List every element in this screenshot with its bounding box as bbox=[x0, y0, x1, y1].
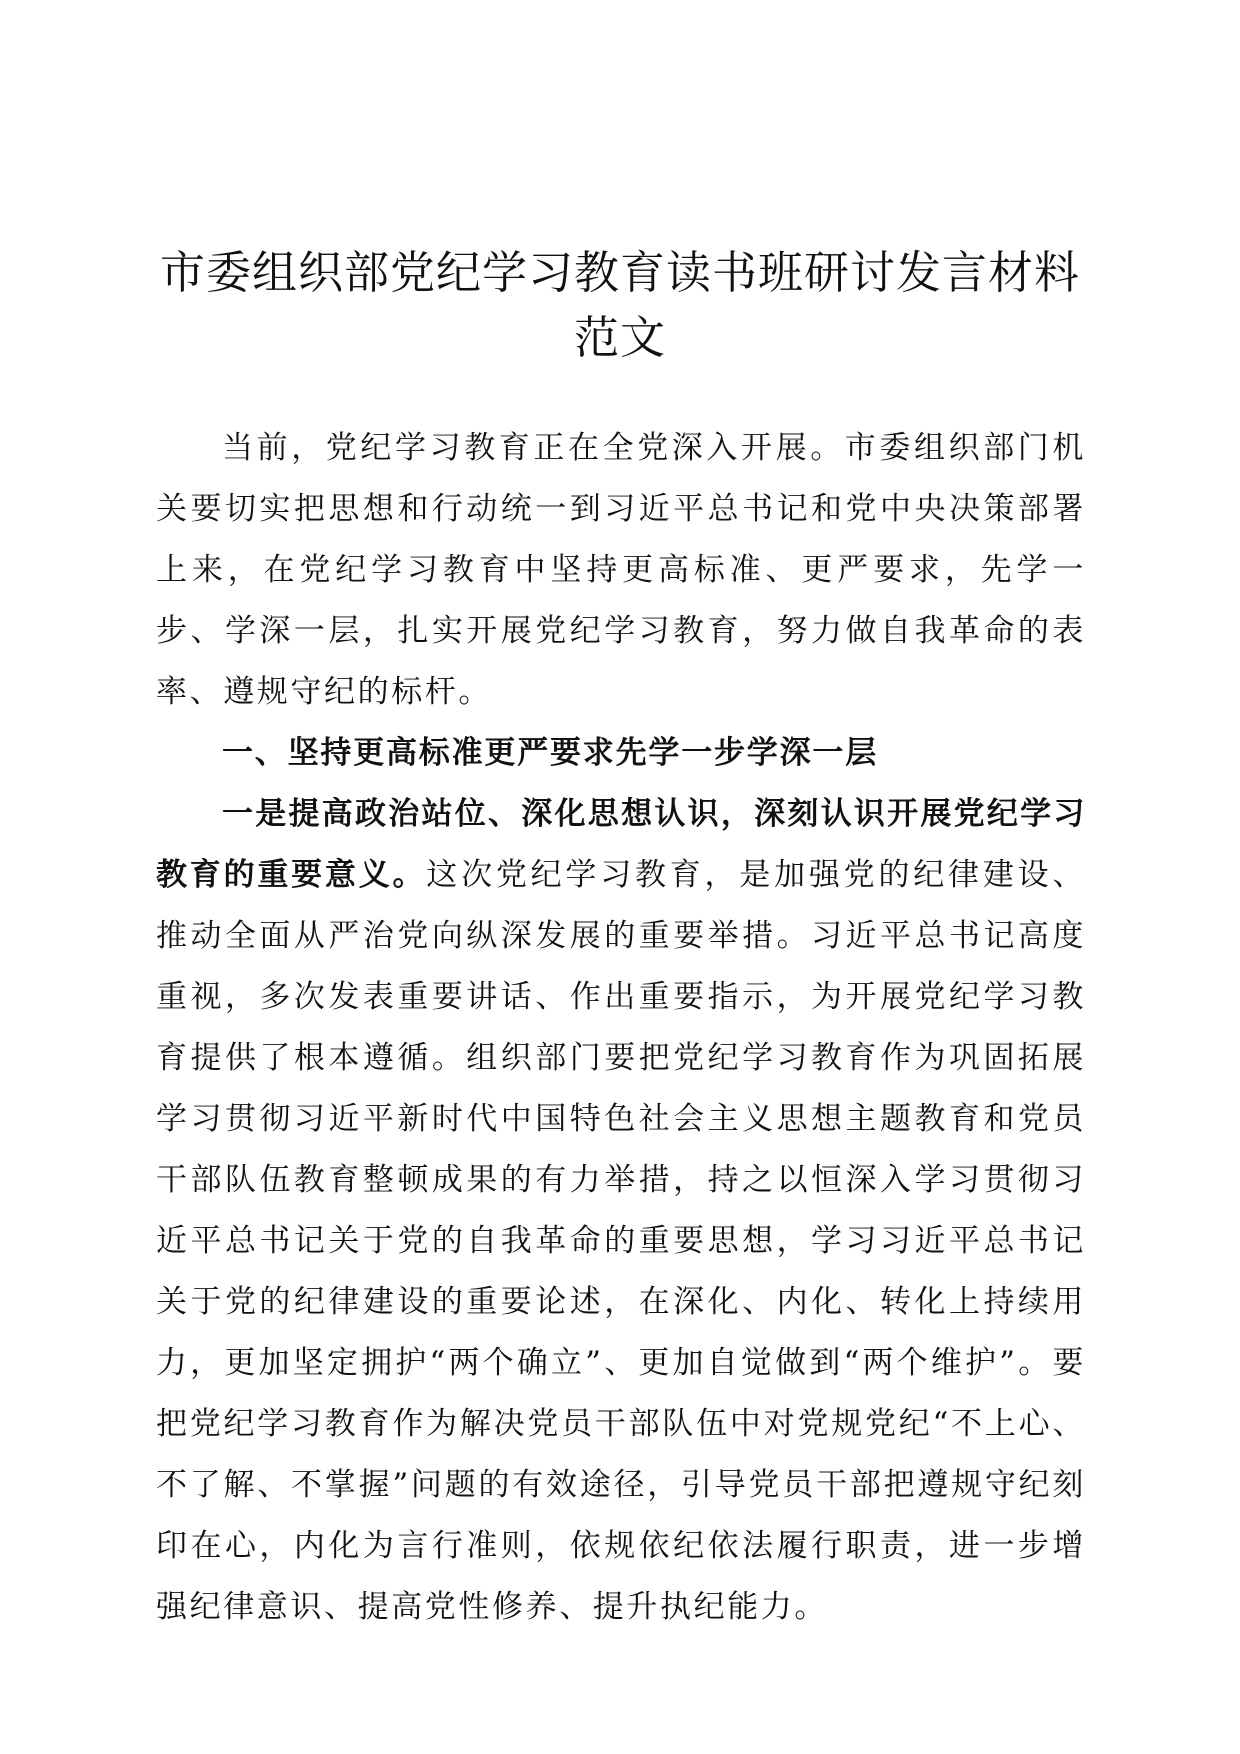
section-heading-1: 一、坚持更高标准更严要求先学一步学深一层 bbox=[222, 735, 878, 771]
section-1-body: 这次党纪学习教育，是加强党的纪律建设、推动全面从严治党向纵深发展的重要举措。习近平总书记高度重视，多次发表重要讲话、作出重要指示，为开展党纪学习教育提供了根本遵循。组织部门要把党纪学习教育作为巩固拓展学习贯彻习近平新时代中国特色社会主义思想主题教育和党员干部队伍教育整顿成果的有力举措，持之以恒深入学习贯彻习近平总书记关于党的自我革命的重要思想，学习习近平总书记关于党的纪律建设的重要论述，在深化、内化、转化上持续用力，更加坚定拥护“两个确立”、更加自觉做到“两个维护”。要把党纪学习教育作为解决党员干部队伍中对党规党纪“不上心、不了解、不掌握”问题的有效途径，引导党员干部把遵规守纪刻印在心，内化为言行准则，依规依纪依法履行职责，进一步增强纪律意识、提高党性修养、提升执纪能力。 bbox=[156, 857, 1086, 1625]
document-body bbox=[156, 418, 1086, 1638]
document-title: 市委组织部党纪学习教育读书班研讨发言材料范文 bbox=[159, 246, 1080, 364]
intro-paragraph: 当前，党纪学习教育正在全党深入开展。市委组织部门机关要切实把思想和行动统一到习近平总书记和党中央决策部署上来，在党纪学习教育中坚持更高标准、更严要求，先学一步、学深一层，扎实开展党纪学习教育，努力做自我革命的表率、遵规守纪的标杆。 bbox=[156, 430, 1086, 710]
section-1-lead: 一是提高政治站位、深化思想认识，深刻认识开展党纪学习教育的重要意义。 bbox=[156, 796, 1086, 893]
section-1-paragraph bbox=[156, 784, 1086, 1638]
